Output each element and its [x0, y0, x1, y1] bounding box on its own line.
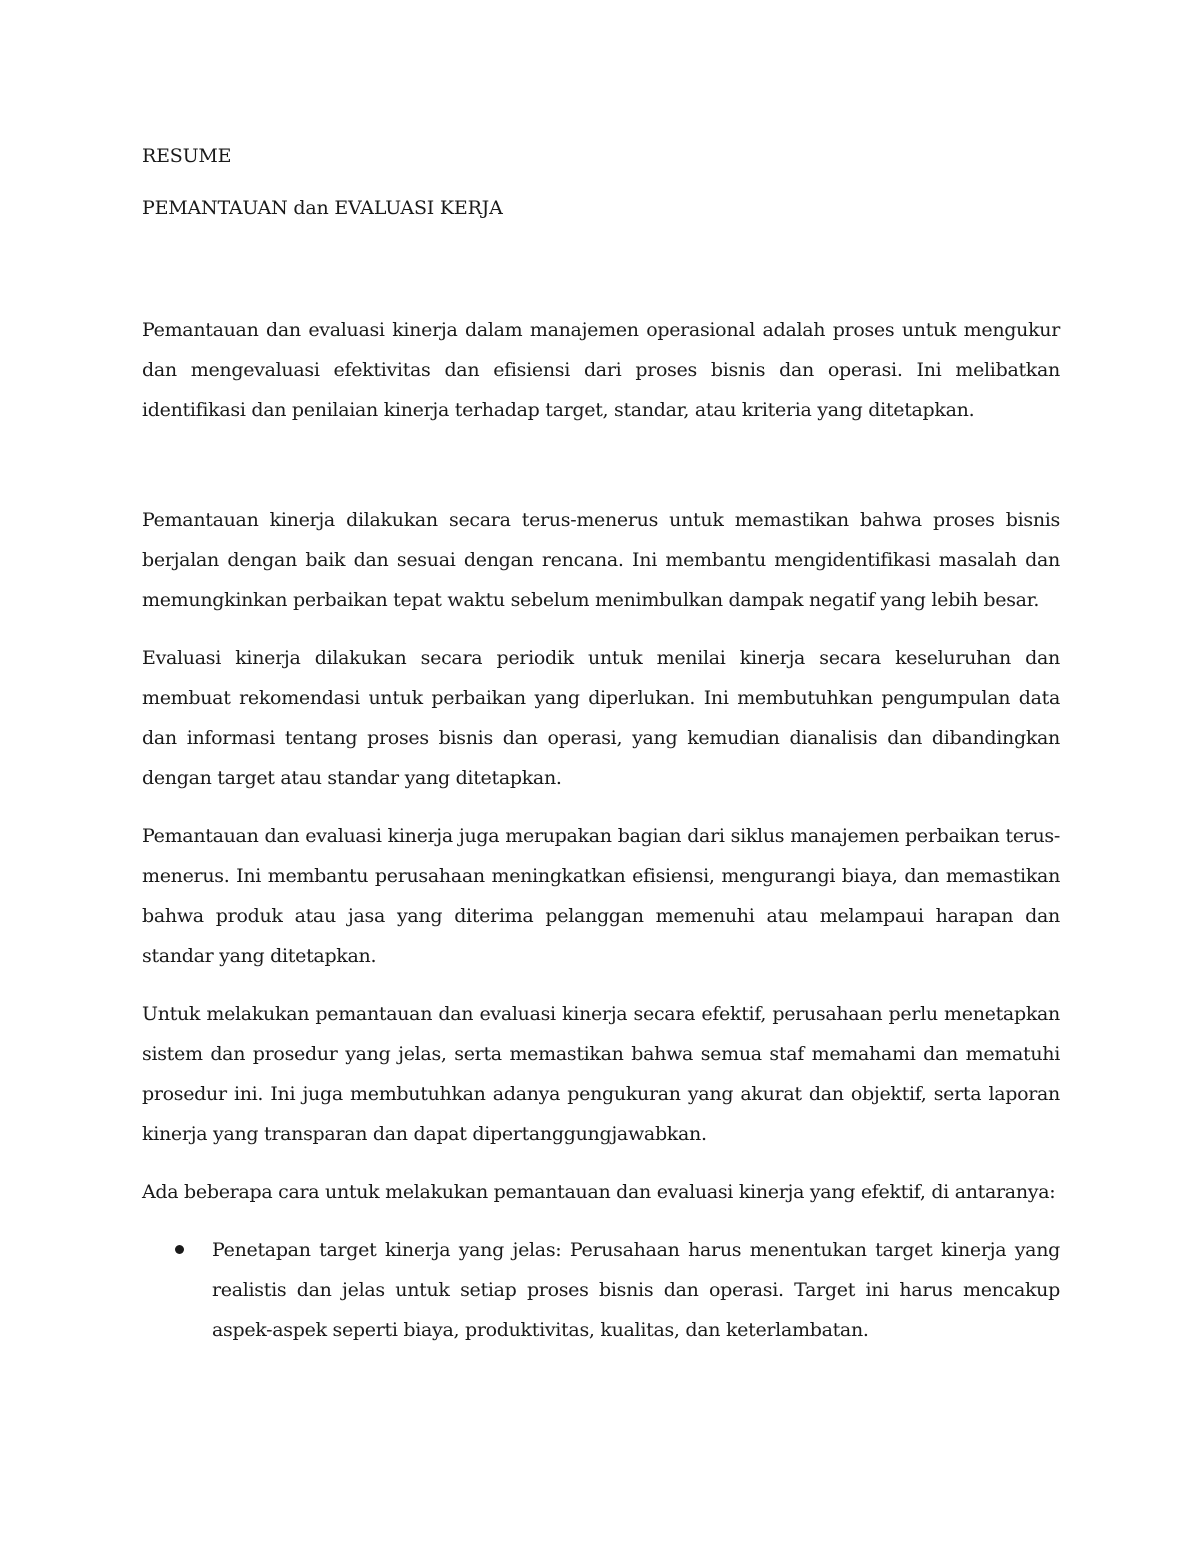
paragraph-improvement-cycle: Pemantauan dan evaluasi kinerja juga merupakan bagian dari siklus manajemen perbaikan terus-menerus. Ini membantu perusahaan meningkatkan efisiensi, mengurangi biaya, dan memastikan bahwa produk atau jasa yang diterima pelanggan memenuhi atau melampaui harapan dan standar yang ditetapkan. [142, 825, 1060, 967]
list-item-text: Penetapan target kinerja yang jelas: Perusahaan harus menentukan target kinerja yang realistis dan jelas untuk setiap proses bisnis dan operasi. Target ini harus mencakup aspek-aspek seperti biaya, produktivitas, kualitas, dan keterlambatan. [212, 1239, 1060, 1341]
methods-list [142, 1230, 1060, 1350]
document-subtitle: PEMANTAUAN dan EVALUASI KERJA [142, 197, 503, 219]
bullet-icon [175, 1245, 184, 1254]
paragraph-effective-requirements: Untuk melakukan pemantauan dan evaluasi kinerja secara efektif, perusahaan perlu menetapkan sistem dan prosedur yang jelas, serta memastikan bahwa semua staf memahami dan mematuhi prosedur ini. Ini juga membutuhkan adanya pengukuran yang akurat dan objektif, serta laporan kinerja yang transparan dan dapat dipertanggungjawabkan. [142, 1003, 1060, 1145]
paragraph-monitoring: Pemantauan kinerja dilakukan secara terus-menerus untuk memastikan bahwa proses bisnis berjalan dengan baik dan sesuai dengan rencana. Ini membantu mengidentifikasi masalah dan memungkinkan perbaikan tepat waktu sebelum menimbulkan dampak negatif yang lebih besar. [142, 509, 1060, 611]
list-item [142, 1230, 1060, 1350]
document-page [142, 140, 1060, 1350]
paragraph-evaluation: Evaluasi kinerja dilakukan secara periodik untuk menilai kinerja secara keseluruhan dan membuat rekomendasi untuk perbaikan yang diperlukan. Ini membutuhkan pengumpulan data dan informasi tentang proses bisnis dan operasi, yang kemudian dianalisis dan dibandingkan dengan target atau standar yang ditetapkan. [142, 647, 1060, 789]
paragraph-methods-intro: Ada beberapa cara untuk melakukan pemantauan dan evaluasi kinerja yang efektif, di antaranya: [142, 1181, 1056, 1203]
paragraph-intro: Pemantauan dan evaluasi kinerja dalam manajemen operasional adalah proses untuk mengukur dan mengevaluasi efektivitas dan efisiensi dari proses bisnis dan operasi. Ini melibatkan identifikasi dan penilaian kinerja terhadap target, standar, atau kriteria yang ditetapkan. [142, 319, 1060, 421]
document-title: RESUME [142, 145, 232, 167]
